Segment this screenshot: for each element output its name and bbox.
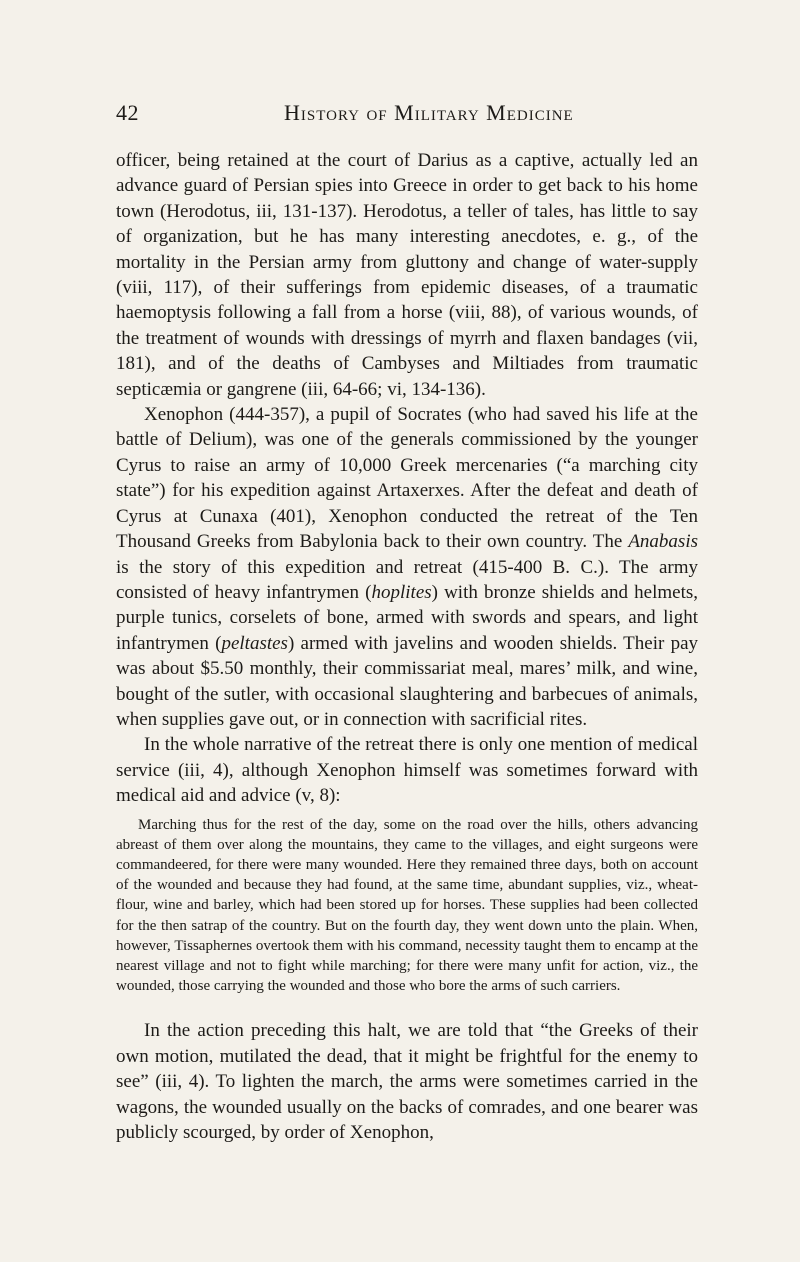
paragraph-action: In the action preceding this halt, we are told that “the Greeks of their own motion, mutilated the dead, that it might be frightful for the enemy to see” (iii, 4). To lighten the march, the arms were sometimes carried in the wagons, the wounded usually on the backs of comrades, and one bearer was publicly scourged, by order of Xenophon, [116,1020,698,1144]
paragraph-xenophon-part-4: ) armed with javelins and wooden shields. Their pay was about $5.50 monthly, their commissariat meal, mares’ milk, and wine, bought of the sutler, with occasional slaughtering and barbecues of animals, when supplies gave out, or in connection with sacrificial rites. [116,632,699,730]
paragraph-xenophon-part-3: ) with bronze shields and helmets, purple tunics, corselets of bone, armed with swords and spears, and light infantrymen ( [116,581,699,654]
block-quote: Marching thus for the rest of the day, some on the road over the hills, others advancing abreast of them over along the mountains, they came to the villages, and eight surgeons were commandeered, for there were many wounded. Here they remained three days, both on account of the wounded and because they had found, at the same time, abundant supplies, viz., wheat-flour, wine and barley, which had been stored up for horses. These supplies had been collected for the then satrap of the country. But on the fourth day, they went down unto the plain. When, however, Tissaphernes overtook them with his command, necessity taught them to encamp at the nearest village and not to fight while marching; for there were many unfit for action, viz., the wounded, those carrying the wounded and those who bore the arms of such carriers. [116,816,698,995]
anabasis-title: Anabasis [628,531,698,553]
paragraph-medical-service: In the whole narrative of the retreat there is only one mention of medical service (iii, 4), although Xenophon himself was sometimes forward with medical aid and advice (v, 8): [116,734,698,807]
body-text [116,148,698,1145]
hoplites-term: hoplites [371,581,432,603]
page-number: 42 [116,100,139,125]
peltastes-term: peltastes [221,632,288,654]
paragraph-herodotus: officer, being retained at the court of Darius as a captive, actually led an advance guard of Persian spies into Greece in order to get back to his home town (Herodotus, iii, 131-137). Herodotus, a teller of tales, has little to say of organization, but he has many interesting anecdotes, e. g., of the mortality in the Persian army from gluttony and change of water-supply (viii, 117), of their sufferings from epidemic diseases, of a traumatic haemoptysis following a fall from a horse (viii, 88), of various wounds, of the treatment of wounds with dressings of myrrh and flaxen bandages (vii, 181), and of the deaths of Cambyses and Miltiades from traumatic septicæmia or gangrene (iii, 64-66; vi, 134-136). [116,150,698,400]
paragraph-xenophon-part-2: is the story of this expedition and retreat (415-400 B. C.). The army consisted of heavy infantrymen ( [116,556,698,603]
paragraph-xenophon-part-1: Xenophon (444-357), a pupil of Socrates (who had saved his life at the battle of Delium), was one of the generals commissioned by the younger Cyrus to raise an army of 10,000 Greek mercenaries (“a marching city state”) for his expedition against Artaxerxes. After the defeat and death of Cyrus at Cunaxa (401), Xenophon conducted the retreat of the Ten Thousand Greeks from Babylonia back to their own country. The [116,404,698,553]
paragraph-xenophon [116,402,698,732]
running-head [116,100,696,132]
running-title: History of Military Medicine [284,100,574,125]
